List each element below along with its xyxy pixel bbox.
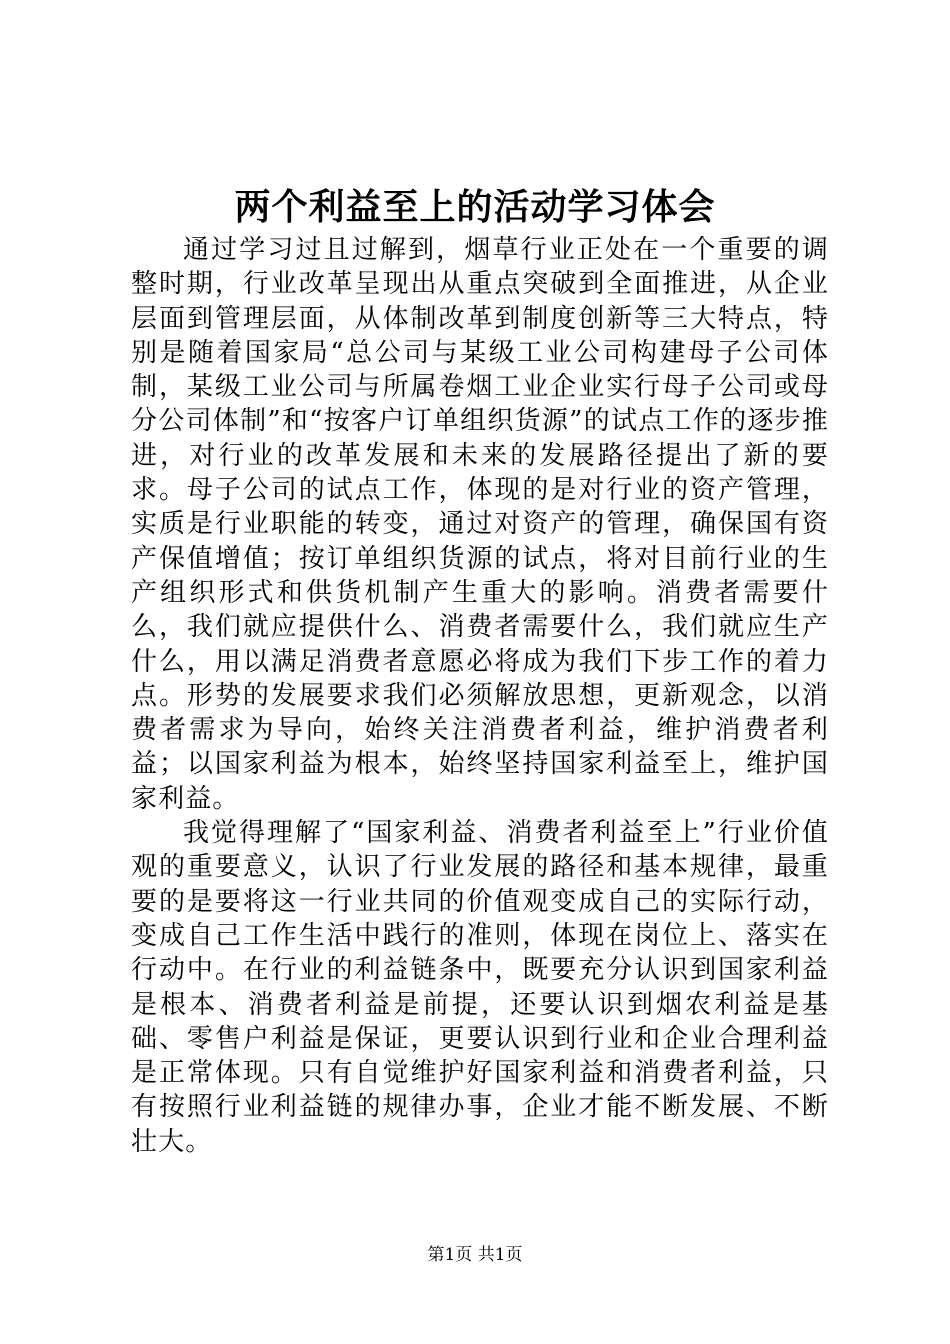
body-paragraph-2: 我觉得理解了“国家利益、消费者利益至上”行业价值观的重要意义，认识了行业发展的路径和基本规律，最重要的是要将这一行业共同的价值观变成自己的实际行动，变成自己工作生活中践行的准则，体现在岗位上、落实在行动中。在行业的利益链条中，既要充分认识到国家利益是根本、消费者利益是前提，还要认识到烟农利益是基础、零售户利益是保证，更要认识到行业和企业合理利益是正常体现。只有自觉维护好国家利益和消费者利益，只有按照行业利益链的规律办事，企业才能不断发展、不断壮大。 xyxy=(131,818,829,1157)
body-paragraph-1: 通过学习过且过解到，烟草行业正处在一个重要的调整时期，行业改革呈现出从重点突破到全面推进，从企业层面到管理层面，从体制改革到制度创新等三大特点，特别是随着国家局“总公司与某级工业公司构建母子公司体制，某级工业公司与所属卷烟工业企业实行母子公司或母分公司体制”和“按客户订单组织货源”的试点工作的逐步推进，对行业的改革发展和未来的发展路径提出了新的要求。母子公司的试点工作，体现的是对行业的资产管理，实质是行业职能的转变，通过对资产的管理，确保国有资产保值增值；按订单组织货源的试点，将对目前行业的生产组织形式和供货机制产生重大的影响。消费者需要什么，我们就应提供什么、消费者需要什么，我们就应生产什么，用以满足消费者意愿必将成为我们下步工作的着力点。形势的发展要求我们必须解放思想，更新观念，以消费者需求为导向，始终关注消费者利益，维护消费者利益；以国家利益为根本，始终坚持国家利益至上，维护国家利益。 xyxy=(131,235,829,814)
page-footer: 第1页 共1页 xyxy=(427,1245,523,1265)
document-body xyxy=(131,233,829,1159)
document-title: 两个利益至上的活动学习体会 xyxy=(234,186,716,228)
